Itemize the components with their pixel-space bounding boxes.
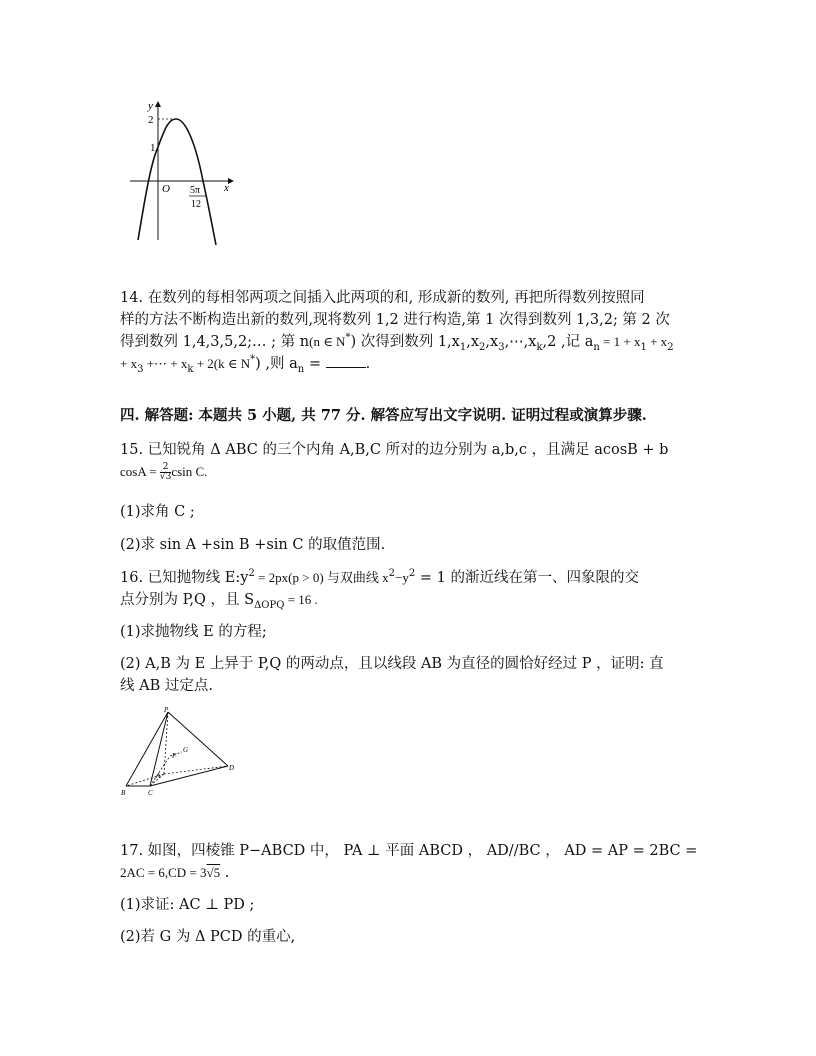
q14-line2: 样的方法不断构造出新的数列,现将数列 1,2 进行构造,第 1 次得到数列 1,3,2; 第 2 次	[120, 312, 670, 328]
q15-part1: (1)求角 C ;	[120, 504, 195, 520]
q16-part2-line1: (2) A,B 为 E 上异于 P,Q 的两动点，且以线段 AB 为直径的圆恰好经过 P ，证明: 直	[120, 656, 664, 672]
y-axis-arrow	[155, 101, 161, 107]
q17-sqrt5: √5	[206, 865, 221, 880]
label-P: P	[164, 706, 169, 714]
q14-line4-f: .	[365, 356, 371, 372]
q14-line1: 14. 在数列的每相邻两项之间插入此两项的和, 形成新的数列, 再把所得数列按照同	[120, 290, 645, 306]
q17-part2-a: (2)若 G 为	[120, 929, 195, 945]
q17-part2	[120, 927, 295, 947]
pyramid-figure	[118, 706, 243, 798]
section4-heading: 四. 解答题: 本题共 5 小题, 共 77 分. 解答应写出文字说明. 证明过程或演算步骤.	[120, 407, 647, 424]
q14-line4-b: +⋯ + x	[143, 356, 188, 371]
q16-line1: 16. 已知抛物线 $E:y^2 = 2px(p > 0)$ 与双曲线 $x^2-y^2 = 1$ 的渐近线在第一、四象限的交	[120, 568, 639, 586]
label-F: F	[172, 752, 177, 760]
x-tick-numerator: 5π	[190, 185, 201, 196]
y-tick-2: 2	[148, 114, 154, 126]
q14-line3: 得到数列 1,4,3,5,2;… ; 第 n(n ∈ N*) 次得到数列 $1,x_1,x_2,x_3,\cdots,x_k,2$ ,记 $a_n = 1 + x_1 + x_2$	[120, 332, 674, 353]
q16-line1-a: 16. 已知抛物线 E:y	[120, 570, 249, 586]
q14-answer-blank[interactable]	[326, 355, 366, 368]
q17-part1: (1)求证: AC ⊥ PD ;	[120, 897, 255, 913]
label-B: B	[121, 789, 126, 797]
q14-line3-i: + x	[646, 334, 668, 349]
q15-line1	[120, 440, 668, 460]
origin-label: O	[162, 183, 170, 195]
q17-line2	[120, 863, 229, 883]
sine-curve	[138, 119, 216, 245]
x-tick-denominator: 12	[191, 199, 201, 210]
q16-line1-c: −y	[395, 570, 409, 585]
q16-line2	[120, 590, 318, 610]
q14-line3-a: 得到数列 1,4,3,5,2;… ; 第 n	[120, 334, 310, 350]
q17-part2-b: Δ PCD 的重心,	[194, 929, 296, 945]
q14-line4-c: + 2(k ∈ N	[193, 356, 251, 371]
q16-line2-b: = 16 .	[284, 592, 318, 607]
function-graph	[120, 95, 240, 245]
q16-line1-b: = 2px(p > 0) 与双曲线 x	[254, 570, 389, 585]
q14-line4: + $x_3$ +⋯ + $x_k + 2(k$ ∈ N*) ,则 $a_n$ = .	[120, 354, 371, 375]
q14-line3-b: (n ∈ N	[309, 334, 346, 349]
q15-line2-a: cosA =	[120, 464, 160, 479]
q14-line3-d: ,x	[466, 334, 480, 350]
q17-line2-c: .	[220, 865, 230, 881]
q15-frac-num: 2	[160, 463, 171, 473]
label-D: D	[229, 764, 235, 772]
y-axis-label: y	[148, 100, 153, 112]
x-axis-arrow	[228, 178, 234, 184]
q14-line4-d: ) ,则 a	[255, 356, 298, 372]
q14-line4-e: =	[304, 356, 326, 372]
x-axis-label: x	[224, 182, 229, 194]
q17-line1: 17. 如图，四棱锥 P−ABCD 中， PA ⊥ 平面 ABCD ， AD//BC ， AD = AP = 2BC =	[120, 843, 698, 859]
q15-line1-a: 15. 已知锐角	[120, 442, 211, 458]
q15-line1-b: Δ ABC 的三个内角 A,B,C 所对的边分别为 a,b,c ，且满足 acosB + b	[210, 442, 669, 458]
q15-line2	[120, 462, 207, 482]
q17-line2-a: 2AC = 6,CD = 3	[120, 865, 207, 880]
q15-fraction	[160, 463, 171, 482]
q14-line4-a: + x	[120, 356, 138, 371]
q16-line1-d: = 1 的渐近线在第一、四象限的交	[415, 570, 639, 586]
q15-line2-b: csin C.	[171, 464, 208, 479]
q15-part2: (2)求 sin A +sin B +sin C 的取值范围.	[120, 537, 386, 553]
edge-PB	[126, 712, 168, 786]
edge-AD	[164, 766, 228, 774]
edge-PD	[168, 712, 228, 766]
q16-line2-a: 点分别为 P,Q ，且 S	[120, 592, 255, 608]
y-tick-1: 1	[150, 142, 156, 154]
q16-part2-line2: 线 AB 过定点.	[120, 678, 213, 694]
label-A: A	[156, 772, 161, 780]
label-C: C	[148, 789, 153, 797]
q16-part1: (1)求抛物线 E 的方程;	[120, 624, 267, 640]
q14-line3-f: ,⋯,x	[504, 334, 537, 350]
q14-line3-e: ,x	[485, 334, 499, 350]
q15-frac-den: √3	[159, 471, 172, 482]
q16-line2-sub: ΔOPQ	[254, 599, 285, 611]
q14-line3-c: ) 次得到数列 1,x	[350, 334, 460, 350]
q14-line3-g: ,2 ,记 a	[542, 334, 594, 350]
q14-line3-h: = 1 + x	[599, 334, 641, 349]
label-G: G	[183, 746, 189, 754]
